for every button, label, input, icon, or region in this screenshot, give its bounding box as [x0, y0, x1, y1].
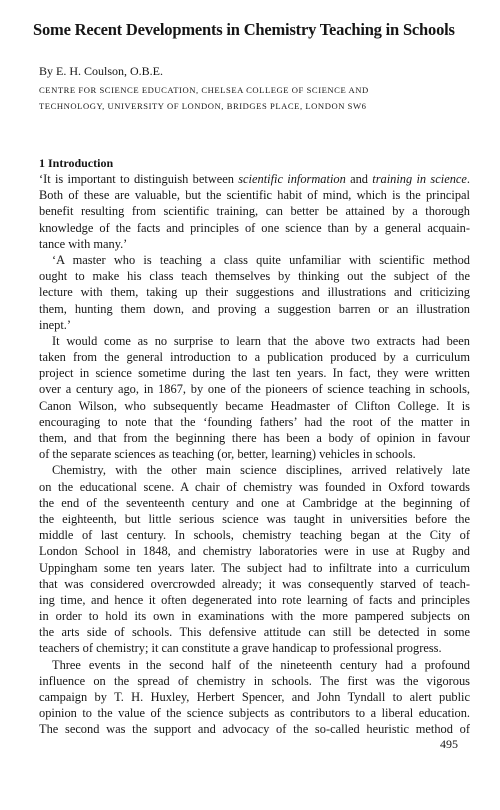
body-line: ing time, and hence it often degenerated into rote learning of facts and principles: [39, 592, 470, 607]
body-line: It would come as no surprise to learn that the above two extracts had been: [52, 333, 470, 348]
body-line: project in science sometime during the last ten years. In fact, they were written: [39, 366, 470, 381]
body-line: in order to hold its own in examinations with the more pampered subjects on: [39, 609, 470, 624]
body-line: influence on the spread of chemistry in schools. The first was the vigorous: [39, 673, 470, 688]
body-line: Chemistry, with the other main science disciplines, arrived relatively late: [52, 463, 470, 478]
italic-phrase: training in science: [372, 172, 467, 186]
body-line: the eighteenth, but little serious science was taught in universities before the: [39, 511, 470, 526]
body-line: the arts side of schools. This defensive attitude can still be detected in some: [39, 625, 470, 640]
body-line: that was considered overcrowded already; it was consequently starved of teach-: [39, 576, 470, 591]
body-line: The second was the support and advocacy of the so-called heuristic method of: [39, 722, 470, 737]
body-line: encouraging to note that the ‘founding fathers’ had the root of the matter in: [39, 414, 470, 429]
author-affiliation: [39, 82, 469, 114]
body-line: ‘A master who is teaching a class quite unfamiliar with scientific method: [52, 252, 470, 267]
section-heading: 1 Introduction: [39, 156, 114, 170]
body-line: over a century ago, in 1867, by one of the pioneers of science teaching in schools,: [39, 382, 470, 397]
body-line: the end of the seventeenth century and one at Cambridge at the beginning of: [39, 495, 470, 510]
body-line: knowledge of the facts and principles of one science than by a general acquain-: [39, 220, 470, 235]
author-byline: By E. H. Coulson, O.B.E.: [39, 64, 164, 78]
body-line: taken from the general introduction to a publication produced by a curriculum: [39, 350, 470, 365]
body-line: them, hunting them down, and proving a suggestion barren or an illustration: [39, 301, 470, 316]
body-line: Both of these are valuable, but the scientific habit of mind, which is the principal: [39, 188, 470, 203]
affiliation-line: CENTRE FOR SCIENCE EDUCATION, CHELSEA COLLEGE OF SCIENCE AND: [39, 85, 369, 95]
body-line: ought to make his class teach themselves by thinking out the subject of the: [39, 269, 470, 284]
body-line: tance with many.’: [39, 236, 128, 251]
text-run: ‘It is important to distinguish between: [39, 172, 239, 186]
body-line: Canon Wilson, who subsequently became Headmaster of Clifton College. It is: [39, 398, 470, 413]
italic-phrase: scientific information: [238, 172, 346, 186]
article-title: Some Recent Developments in Chemistry Teaching in Schools: [33, 20, 455, 39]
body-line: Three events in the second half of the nineteenth century had a profound: [52, 657, 470, 672]
text-run: .: [466, 172, 470, 186]
body-line: opinion to the value of the science subjects as contributors to a liberal education.: [39, 706, 470, 721]
body-line: [39, 171, 470, 187]
affiliation-line: TECHNOLOGY, UNIVERSITY OF LONDON, BRIDGES PLACE, LONDON SW6: [39, 101, 367, 111]
body-line: of the separate sciences as teaching (or, better, learning) vehicles in schools.: [39, 447, 416, 462]
body-line: on the educational scene. A chair of chemistry was founded in Oxford towards: [39, 479, 470, 494]
body-line: inept.’: [39, 317, 71, 332]
body-line: them, and that from the beginning there has been a body of opinion in favour: [39, 431, 470, 445]
body-line: teachers of chemistry; it can constitute a grave handicap to professional progress.: [39, 641, 442, 656]
body-line: Uppingham some ten years later. The subject had to infiltrate into a curriculum: [39, 560, 470, 575]
body-line: middle of last century. In schools, chemistry teaching began at the City of: [39, 528, 470, 543]
article-body: [39, 171, 470, 738]
body-line: benefit resulting from scientific training, can better be attained by a thorough: [39, 204, 470, 219]
page-number: 495: [440, 737, 458, 751]
text-run: and: [345, 172, 373, 186]
body-line: lecture with them, taking up their suggestions and illustrations and criticizing: [39, 285, 470, 300]
body-line: campaign by T. H. Huxley, Herbert Spencer, and John Tyndall to alert public: [39, 690, 470, 704]
body-line: London School in 1848, and chemistry laboratories were in use at Rugby and: [39, 544, 470, 559]
